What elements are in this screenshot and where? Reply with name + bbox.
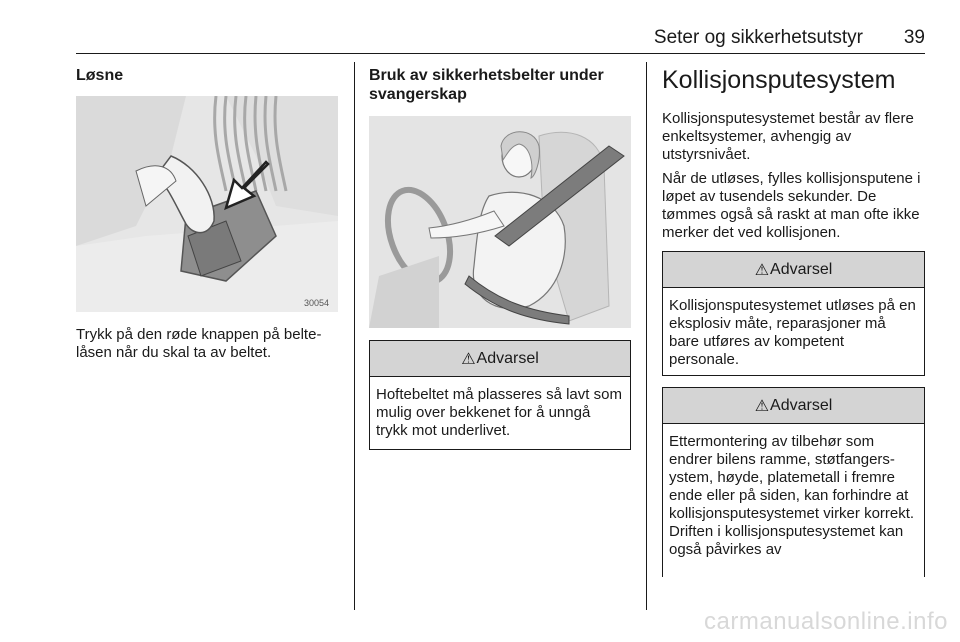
warning-title: Advarsel: [770, 260, 833, 278]
airbag-deploy-text: Når de utløses, fylles kollisjonsputene i løpet av tusendels sekunder. De tømmes også så raskt at man ofte ikke merker det ved kollisjonen.: [662, 170, 921, 241]
warning-title: Advarsel: [770, 396, 833, 414]
warning-header: [663, 252, 924, 288]
pregnant-driver-picture: [369, 116, 631, 328]
warning-text: Hoftebeltet må plasseres så lavt som mulig over bekkenet for å unngå trykk mot underlivet.: [376, 386, 622, 439]
warning-header: [663, 388, 924, 424]
seatbelt-release-illustration: [76, 96, 338, 312]
warning-title: Advarsel: [476, 349, 539, 367]
page-number: 39: [903, 27, 925, 48]
image-code: 30054: [304, 298, 330, 308]
warning-triangle-icon: ⚠: [461, 350, 476, 368]
warning-triangle-icon: ⚠: [754, 261, 770, 279]
warning-triangle-icon: ⚠: [754, 397, 770, 415]
airbag-intro-text: Kollisjonsputesystemet består av flere enkeltsystemer, avhengig av utstyrsnivået.: [662, 110, 914, 163]
header-title: Seter og sikkerhetsutstyr: [653, 27, 863, 48]
section-heading-pregnancy: Bruk av sikkerhetsbelter under svangerskap: [369, 67, 604, 103]
release-instruction-text: Trykk på den røde knappen på beltelåsen når du skal ta av beltet.: [76, 326, 322, 361]
column-divider-2: [646, 62, 647, 610]
airbag-accessory-warning-box: [662, 387, 925, 577]
section-heading-airbag-system: Kollisjonsputesystem: [662, 66, 896, 94]
pregnancy-warning-box: [369, 340, 631, 450]
column-divider-1: [354, 62, 355, 610]
watermark: carmanualsonline.info: [704, 608, 948, 635]
warning-text: Kollisjonsputesystemet utløses på en eksplosiv måte, reparasjoner må bare utføres av kompetent personale.: [669, 297, 916, 368]
pregnant-driver-illustration: [369, 116, 631, 328]
airbag-repair-warning-box: [662, 251, 925, 376]
section-heading-release: Løsne: [76, 67, 124, 84]
page-header: [76, 24, 925, 54]
seatbelt-buckle-picture: [76, 96, 338, 312]
warning-header: [370, 341, 630, 377]
warning-text: Ettermontering av tilbehør som endrer bilens ramme, støtfangersystem, høyde, platemetall i fremre ende eller på siden, kan forhindre at kollisjonsputesystemet virker korrekt. Driften i kollisjonsputesystemet kan også påvirkes av: [669, 433, 915, 558]
